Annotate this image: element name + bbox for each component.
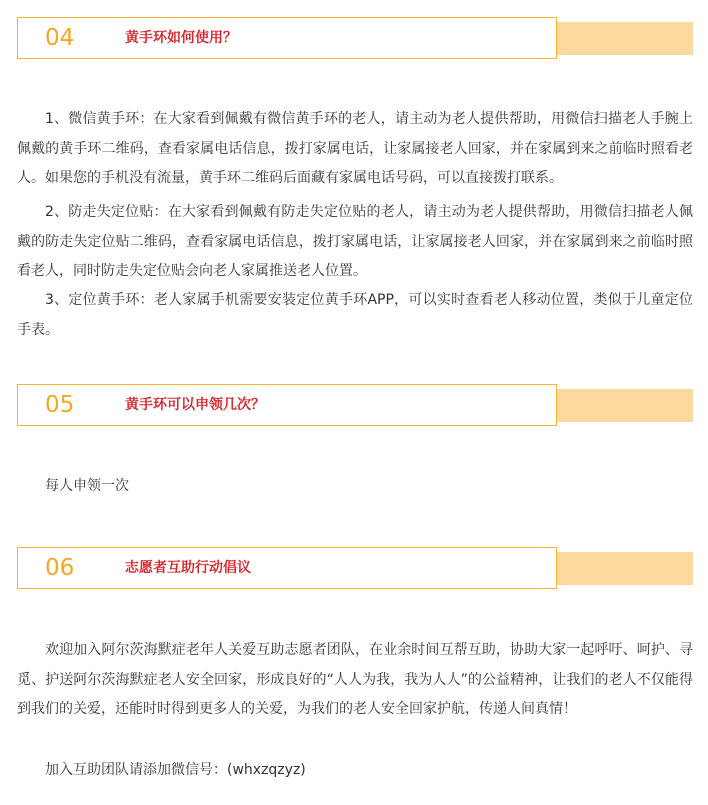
section-number: 05 [45, 392, 75, 418]
paragraph: 3、定位黄手环：老人家属手机需要安装定位黄手环APP，可以实时查看老人移动位置，类似于儿童定位手表。 [17, 292, 693, 338]
paragraph: 1、微信黄手环：在大家看到佩戴有微信黄手环的老人，请主动为老人提供帮助，用微信扫描老人手腕上佩戴的黄手环二维码，查看家属电话信息，拨打家属电话，让家属接老人回家，并在家属到来之前临时照看老人。如果您的手机没有流量，黄手环二维码后面藏有家属电话号码，可以直接拨打联系。 [17, 111, 693, 186]
section-header-04 [17, 17, 693, 61]
section-title: 黄手环可以申领几次？ [125, 397, 265, 413]
section-title: 黄手环如何使用？ [125, 30, 237, 46]
paragraph: 加入互助团队请添加微信号：(whxzqzyz) [45, 762, 306, 778]
header-frame [17, 547, 557, 589]
header-frame [17, 17, 557, 59]
header-frame [17, 384, 557, 426]
paragraph: 欢迎加入阿尔茨海默症老年人关爱互助志愿者团队，在业余时间互帮互助，协助大家一起呼吁、呵护、寻觅、护送阿尔茨海默症老人安全回家，形成良好的“人人为我，我为人人”的公益精神，让我们的老人不仅能得到我们的关爱，还能时时得到更多人的关爱，为我们的老人安全回家护航，传递人间真情！ [17, 642, 693, 717]
section-number: 06 [45, 555, 75, 581]
section-title: 志愿者互助行动倡议 [125, 560, 251, 576]
section-header-06 [17, 547, 693, 591]
section-header-05 [17, 384, 693, 428]
paragraph: 每人申领一次 [45, 478, 129, 494]
paragraph: 2、防走失定位贴：在大家看到佩戴有防走失定位贴的老人，请主动为老人提供帮助，用微信扫描老人佩戴的防走失定位贴二维码，查看家属电话信息，拨打家属电话，让家属接老人回家，并在家属到来之前临时照看老人，同时防走失定位贴会向老人家属推送老人位置。 [17, 204, 693, 279]
section-number: 04 [45, 25, 75, 51]
